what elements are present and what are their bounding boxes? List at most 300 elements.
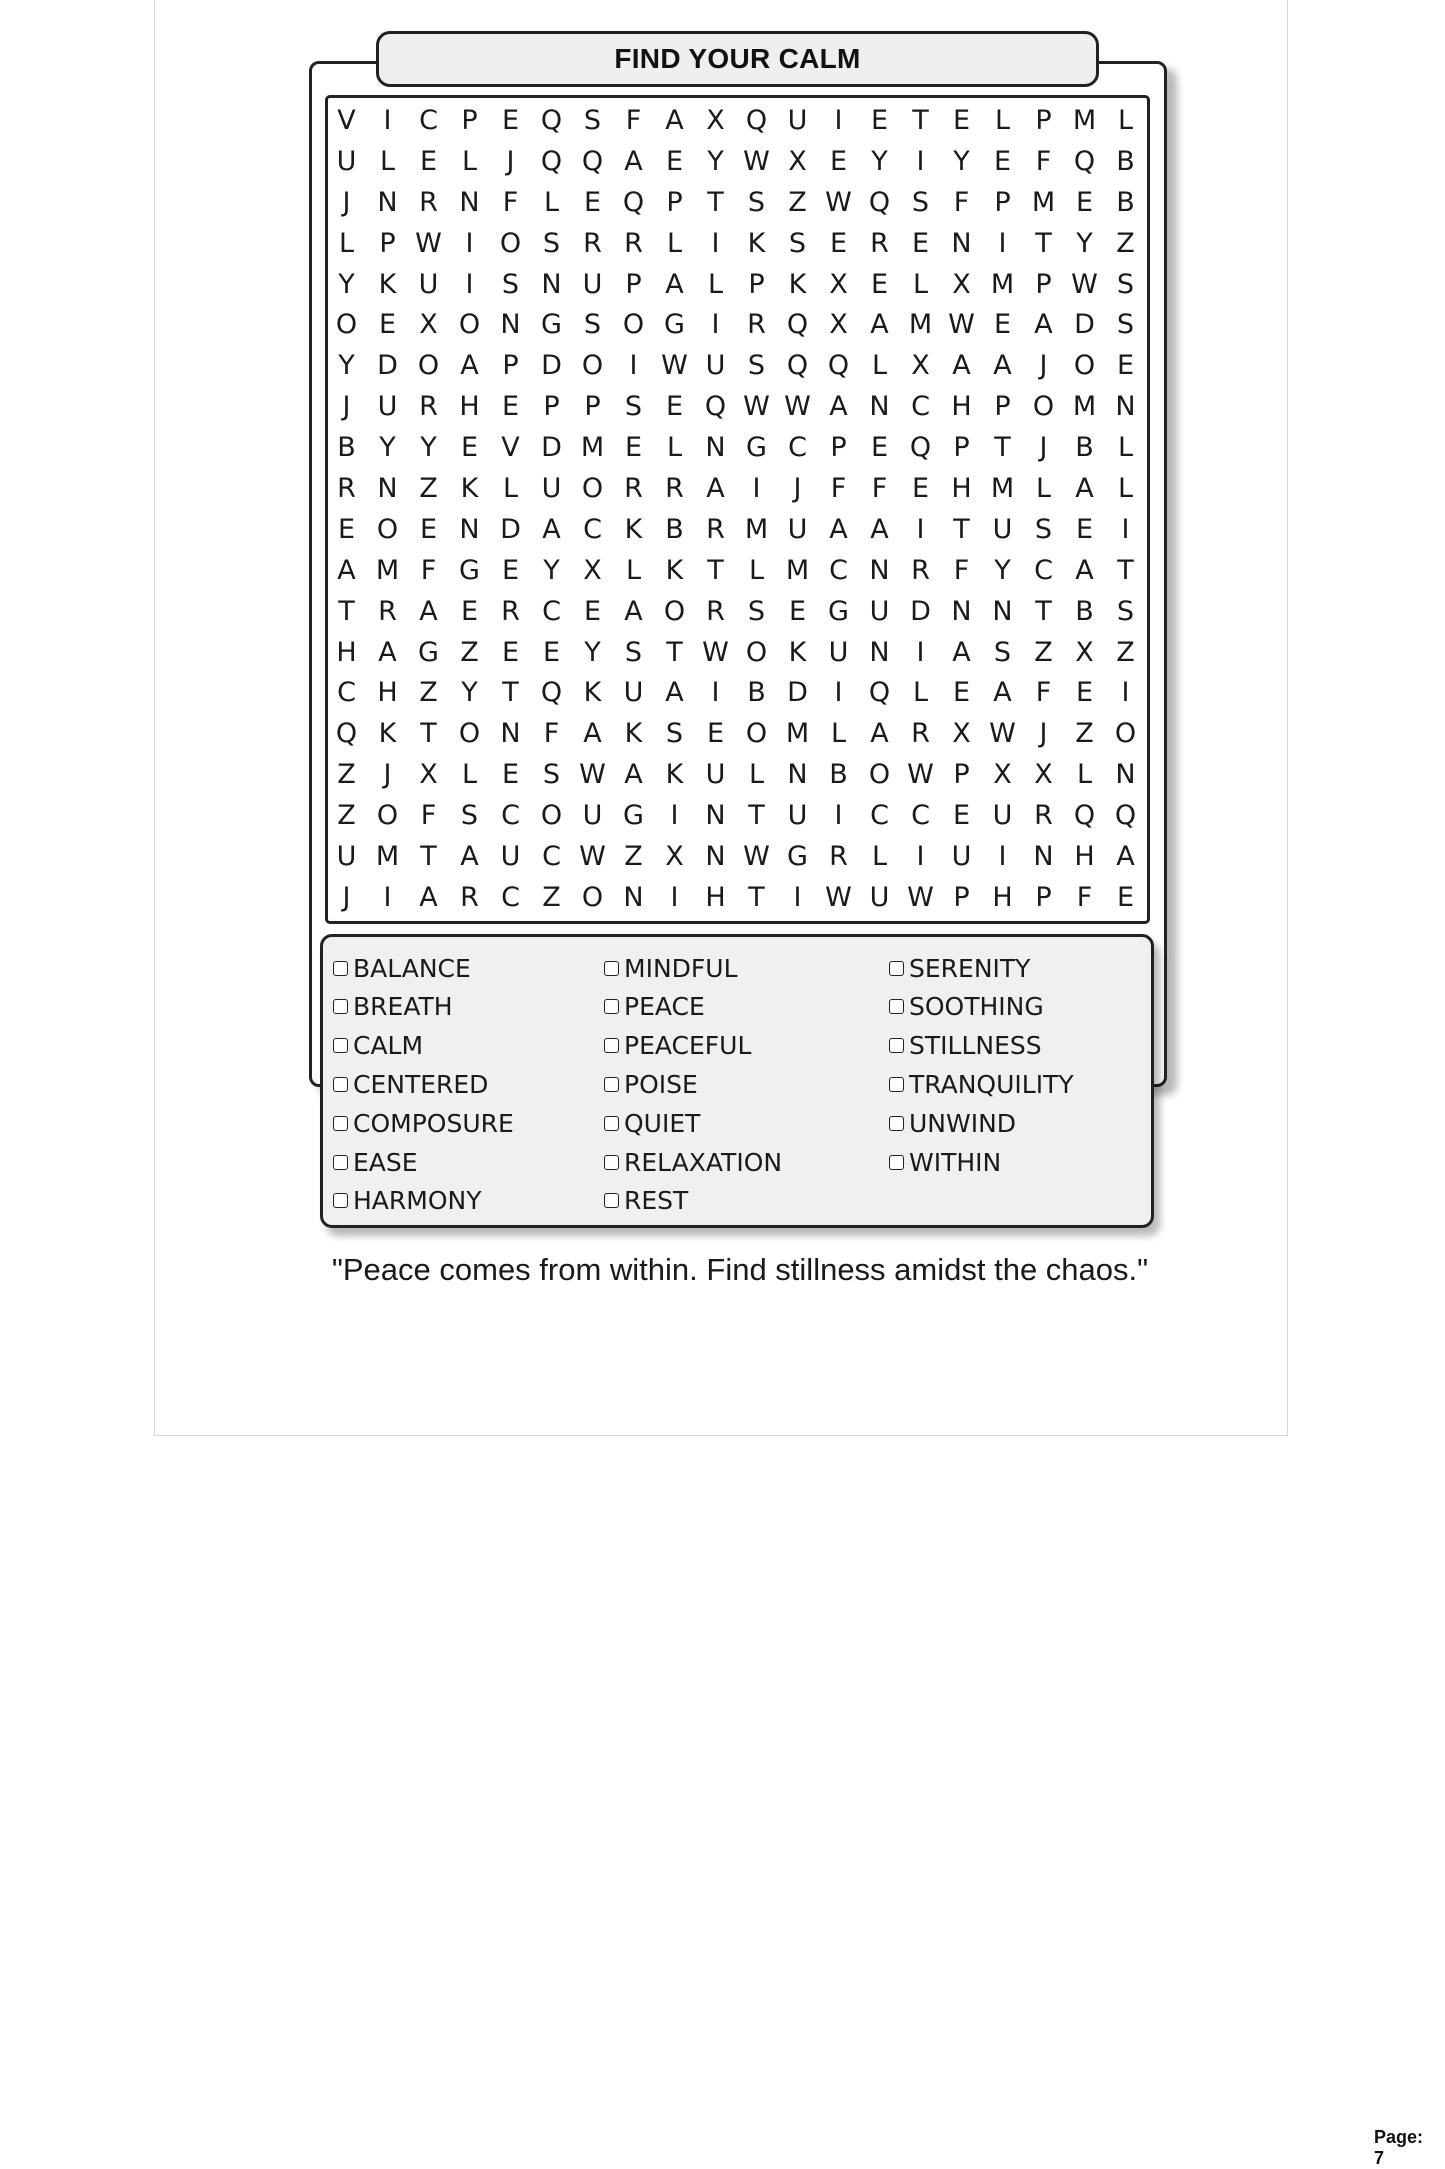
grid-cell[interactable]: K	[624, 513, 643, 545]
grid-cell[interactable]: Q	[868, 186, 891, 218]
grid-cell[interactable]: Y	[338, 350, 355, 382]
grid-cell[interactable]: O	[868, 759, 891, 791]
grid-cell[interactable]: Q	[909, 432, 932, 464]
grid-cell[interactable]: D	[910, 595, 931, 627]
grid-cell[interactable]: Q	[827, 350, 850, 382]
grid-cell[interactable]: L	[666, 227, 683, 259]
grid-cell[interactable]: N	[705, 432, 726, 464]
word-checkbox[interactable]	[333, 1193, 348, 1208]
grid-cell[interactable]: L	[912, 677, 929, 709]
grid-cell[interactable]: B	[1116, 186, 1135, 218]
grid-cell[interactable]: E	[501, 636, 520, 668]
grid-cell[interactable]: W	[907, 881, 934, 913]
grid-cell[interactable]: I	[916, 636, 925, 668]
grid-cell[interactable]: Y	[420, 432, 437, 464]
grid-cell[interactable]: W	[743, 840, 770, 872]
grid-cell[interactable]: E	[870, 104, 889, 136]
grid-cell[interactable]: N	[377, 472, 398, 504]
grid-cell[interactable]: W	[415, 227, 442, 259]
grid-cell[interactable]: C	[542, 595, 561, 627]
grid-cell[interactable]: E	[665, 391, 684, 423]
word-list-item[interactable]	[604, 1183, 688, 1219]
grid-cell[interactable]: Z	[788, 186, 807, 218]
grid-cell[interactable]: R	[337, 472, 356, 504]
grid-cell[interactable]: B	[1116, 145, 1135, 177]
word-checkbox[interactable]	[333, 961, 348, 976]
grid-cell[interactable]: P	[748, 268, 765, 300]
grid-cell[interactable]: X	[706, 104, 725, 136]
grid-cell[interactable]: E	[911, 472, 930, 504]
word-checkbox[interactable]	[333, 999, 348, 1014]
grid-cell[interactable]: I	[1121, 513, 1130, 545]
grid-cell[interactable]: Q	[540, 677, 563, 709]
grid-cell[interactable]: K	[460, 472, 479, 504]
grid-cell[interactable]: A	[624, 759, 643, 791]
grid-cell[interactable]: U	[787, 800, 808, 832]
grid-cell[interactable]: L	[502, 472, 519, 504]
word-list-item[interactable]	[333, 1144, 418, 1180]
grid-cell[interactable]: S	[501, 268, 520, 300]
grid-cell[interactable]: T	[953, 513, 970, 545]
grid-cell[interactable]: L	[666, 432, 683, 464]
grid-cell[interactable]: N	[1033, 840, 1054, 872]
grid-cell[interactable]: E	[665, 145, 684, 177]
grid-cell[interactable]: A	[993, 677, 1012, 709]
grid-cell[interactable]: N	[459, 513, 480, 545]
word-list-item[interactable]	[604, 1105, 700, 1141]
grid-cell[interactable]: F	[1076, 881, 1093, 913]
grid-cell[interactable]: L	[994, 104, 1011, 136]
grid-cell[interactable]: H	[377, 677, 398, 709]
grid-cell[interactable]: C	[501, 881, 520, 913]
grid-cell[interactable]: X	[1034, 759, 1053, 791]
grid-cell[interactable]: H	[336, 636, 357, 668]
grid-cell[interactable]: Q	[1073, 800, 1096, 832]
grid-cell[interactable]: I	[711, 677, 720, 709]
word-checkbox[interactable]	[333, 1038, 348, 1053]
grid-cell[interactable]: T	[420, 718, 437, 750]
grid-cell[interactable]: Z	[419, 472, 438, 504]
grid-cell[interactable]: S	[624, 636, 643, 668]
grid-cell[interactable]: L	[1076, 759, 1093, 791]
grid-cell[interactable]: F	[543, 718, 560, 750]
grid-cell[interactable]: R	[706, 595, 725, 627]
grid-cell[interactable]: N	[869, 636, 890, 668]
grid-cell[interactable]: P	[994, 391, 1011, 423]
grid-cell[interactable]: Q	[622, 186, 645, 218]
grid-cell[interactable]: A	[460, 350, 479, 382]
grid-cell[interactable]: P	[502, 350, 519, 382]
grid-cell[interactable]: J	[342, 391, 351, 423]
grid-cell[interactable]: I	[465, 268, 474, 300]
grid-cell[interactable]: H	[992, 881, 1013, 913]
grid-cell[interactable]: J	[342, 881, 351, 913]
grid-cell[interactable]: E	[1116, 350, 1135, 382]
grid-cell[interactable]: P	[994, 186, 1011, 218]
grid-cell[interactable]: Z	[1075, 718, 1094, 750]
grid-cell[interactable]: H	[459, 391, 480, 423]
grid-cell[interactable]: L	[830, 718, 847, 750]
grid-cell[interactable]: A	[870, 309, 889, 341]
grid-cell[interactable]: Y	[707, 145, 724, 177]
grid-cell[interactable]: I	[916, 145, 925, 177]
grid-cell[interactable]: E	[952, 104, 971, 136]
grid-cell[interactable]: A	[1034, 309, 1053, 341]
grid-cell[interactable]: A	[665, 677, 684, 709]
grid-cell[interactable]: E	[1116, 881, 1135, 913]
grid-cell[interactable]: N	[459, 186, 480, 218]
grid-cell[interactable]: O	[745, 636, 768, 668]
grid-cell[interactable]: F	[830, 472, 847, 504]
grid-cell[interactable]: O	[745, 718, 768, 750]
grid-cell[interactable]: C	[583, 513, 602, 545]
grid-cell[interactable]: N	[500, 309, 521, 341]
grid-cell[interactable]: N	[787, 759, 808, 791]
grid-cell[interactable]: Q	[1114, 800, 1137, 832]
grid-cell[interactable]: T	[666, 636, 683, 668]
grid-cell[interactable]: U	[828, 636, 849, 668]
grid-cell[interactable]: N	[951, 227, 972, 259]
grid-cell[interactable]: W	[743, 145, 770, 177]
grid-cell[interactable]: U	[705, 759, 726, 791]
word-list-item[interactable]	[333, 1066, 488, 1102]
grid-cell[interactable]: C	[788, 432, 807, 464]
grid-cell[interactable]: X	[788, 145, 807, 177]
grid-cell[interactable]: E	[788, 595, 807, 627]
grid-cell[interactable]: S	[665, 718, 684, 750]
grid-cell[interactable]: Y	[543, 554, 560, 586]
grid-cell[interactable]: N	[541, 268, 562, 300]
grid-cell[interactable]: U	[787, 104, 808, 136]
grid-cell[interactable]: B	[829, 759, 848, 791]
grid-cell[interactable]: Q	[786, 309, 809, 341]
grid-cell[interactable]: L	[338, 227, 355, 259]
grid-cell[interactable]: R	[1034, 800, 1053, 832]
grid-cell[interactable]: F	[953, 186, 970, 218]
grid-cell[interactable]: I	[670, 881, 679, 913]
grid-cell[interactable]: R	[419, 391, 438, 423]
grid-cell[interactable]: L	[1117, 432, 1134, 464]
grid-cell[interactable]: N	[869, 554, 890, 586]
grid-cell[interactable]: T	[338, 595, 355, 627]
grid-cell[interactable]: E	[870, 268, 889, 300]
grid-cell[interactable]: G	[828, 595, 849, 627]
grid-cell[interactable]: C	[829, 554, 848, 586]
grid-cell[interactable]: I	[629, 350, 638, 382]
grid-cell[interactable]: T	[1117, 554, 1134, 586]
grid-cell[interactable]: E	[501, 104, 520, 136]
grid-cell[interactable]: Q	[1073, 145, 1096, 177]
grid-cell[interactable]: S	[1116, 309, 1135, 341]
grid-cell[interactable]: P	[543, 391, 560, 423]
grid-cell[interactable]: J	[1039, 718, 1048, 750]
grid-cell[interactable]: O	[540, 800, 563, 832]
word-checkbox[interactable]	[333, 1155, 348, 1170]
grid-cell[interactable]: K	[583, 677, 602, 709]
grid-cell[interactable]: M	[785, 718, 810, 750]
grid-cell[interactable]: A	[829, 391, 848, 423]
grid-cell[interactable]: S	[583, 104, 602, 136]
word-checkbox[interactable]	[333, 1077, 348, 1092]
grid-cell[interactable]: M	[375, 840, 400, 872]
grid-cell[interactable]: O	[622, 309, 645, 341]
grid-cell[interactable]: G	[623, 800, 644, 832]
grid-cell[interactable]: D	[377, 350, 398, 382]
word-list-item[interactable]	[604, 1144, 782, 1180]
grid-cell[interactable]: V	[337, 104, 356, 136]
grid-cell[interactable]: P	[625, 268, 642, 300]
grid-cell[interactable]: W	[702, 636, 729, 668]
grid-cell[interactable]: P	[830, 432, 847, 464]
grid-cell[interactable]: E	[583, 595, 602, 627]
grid-cell[interactable]: U	[869, 595, 890, 627]
grid-cell[interactable]: E	[911, 227, 930, 259]
word-checkbox[interactable]	[604, 961, 619, 976]
grid-cell[interactable]: N	[705, 800, 726, 832]
grid-cell[interactable]: A	[952, 636, 971, 668]
grid-cell[interactable]: L	[379, 145, 396, 177]
grid-cell[interactable]: A	[665, 268, 684, 300]
grid-cell[interactable]: S	[747, 595, 766, 627]
grid-cell[interactable]: B	[1075, 432, 1094, 464]
grid-cell[interactable]: F	[871, 472, 888, 504]
grid-cell[interactable]: T	[1035, 227, 1052, 259]
grid-cell[interactable]: O	[458, 309, 481, 341]
grid-cell[interactable]: E	[460, 432, 479, 464]
word-checkbox[interactable]	[604, 1038, 619, 1053]
grid-cell[interactable]: I	[383, 104, 392, 136]
grid-cell[interactable]: W	[661, 350, 688, 382]
grid-cell[interactable]: Z	[460, 636, 479, 668]
grid-cell[interactable]: U	[582, 800, 603, 832]
grid-cell[interactable]: Z	[337, 800, 356, 832]
grid-cell[interactable]: S	[747, 350, 766, 382]
grid-cell[interactable]: U	[951, 840, 972, 872]
grid-cell[interactable]: T	[748, 800, 765, 832]
grid-cell[interactable]: Y	[461, 677, 478, 709]
grid-cell[interactable]: A	[993, 350, 1012, 382]
grid-cell[interactable]: S	[542, 759, 561, 791]
grid-cell[interactable]: C	[911, 800, 930, 832]
grid-cell[interactable]: O	[417, 350, 440, 382]
grid-cell[interactable]: O	[1032, 391, 1055, 423]
grid-cell[interactable]: S	[911, 186, 930, 218]
grid-cell[interactable]: X	[952, 268, 971, 300]
grid-cell[interactable]: V	[501, 432, 520, 464]
grid-cell[interactable]: P	[1035, 881, 1052, 913]
grid-cell[interactable]: L	[543, 186, 560, 218]
grid-cell[interactable]: O	[581, 881, 604, 913]
grid-cell[interactable]: W	[989, 718, 1016, 750]
grid-cell[interactable]: U	[336, 145, 357, 177]
grid-cell[interactable]: T	[420, 840, 437, 872]
grid-cell[interactable]: F	[420, 554, 437, 586]
grid-cell[interactable]: E	[1075, 677, 1094, 709]
grid-cell[interactable]: Z	[624, 840, 643, 872]
grid-cell[interactable]: E	[624, 432, 643, 464]
grid-cell[interactable]: M	[580, 432, 605, 464]
grid-cell[interactable]: E	[460, 595, 479, 627]
grid-cell[interactable]: E	[542, 636, 561, 668]
grid-cell[interactable]: L	[707, 268, 724, 300]
grid-cell[interactable]: G	[664, 309, 685, 341]
grid-cell[interactable]: L	[1035, 472, 1052, 504]
grid-cell[interactable]: P	[379, 227, 396, 259]
grid-cell[interactable]: C	[542, 840, 561, 872]
grid-cell[interactable]: X	[419, 759, 438, 791]
word-checkbox[interactable]	[889, 1116, 904, 1131]
grid-cell[interactable]: Q	[745, 104, 768, 136]
word-list-item[interactable]	[333, 989, 453, 1025]
grid-cell[interactable]: Z	[1116, 227, 1135, 259]
grid-cell[interactable]: N	[869, 391, 890, 423]
grid-cell[interactable]: X	[583, 554, 602, 586]
grid-cell[interactable]: N	[1115, 391, 1136, 423]
word-list-item[interactable]	[604, 1028, 751, 1064]
grid-cell[interactable]: W	[784, 391, 811, 423]
grid-cell[interactable]: A	[870, 513, 889, 545]
grid-cell[interactable]: R	[911, 718, 930, 750]
word-list-item[interactable]	[333, 1105, 514, 1141]
grid-cell[interactable]: T	[502, 677, 519, 709]
grid-cell[interactable]: U	[377, 391, 398, 423]
grid-cell[interactable]: E	[952, 800, 971, 832]
grid-cell[interactable]: A	[378, 636, 397, 668]
grid-cell[interactable]: A	[337, 554, 356, 586]
grid-cell[interactable]: E	[706, 718, 725, 750]
grid-cell[interactable]: T	[707, 554, 724, 586]
grid-cell[interactable]: X	[993, 759, 1012, 791]
grid-cell[interactable]: A	[706, 472, 725, 504]
grid-cell[interactable]: Y	[584, 636, 601, 668]
grid-cell[interactable]: T	[994, 432, 1011, 464]
grid-cell[interactable]: U	[582, 268, 603, 300]
grid-cell[interactable]: S	[624, 391, 643, 423]
grid-cell[interactable]: U	[623, 677, 644, 709]
grid-cell[interactable]: W	[579, 840, 606, 872]
grid-cell[interactable]: O	[458, 718, 481, 750]
grid-cell[interactable]: F	[1035, 145, 1052, 177]
grid-cell[interactable]: A	[829, 513, 848, 545]
grid-cell[interactable]: J	[793, 472, 802, 504]
grid-cell[interactable]: D	[787, 677, 808, 709]
grid-cell[interactable]: R	[747, 309, 766, 341]
grid-cell[interactable]: A	[460, 840, 479, 872]
grid-cell[interactable]: N	[992, 595, 1013, 627]
grid-cell[interactable]: I	[752, 472, 761, 504]
grid-cell[interactable]: U	[705, 350, 726, 382]
grid-cell[interactable]: G	[541, 309, 562, 341]
word-list-item[interactable]	[604, 989, 705, 1025]
grid-cell[interactable]: R	[911, 554, 930, 586]
grid-cell[interactable]: B	[337, 432, 356, 464]
grid-cell[interactable]: U	[992, 513, 1013, 545]
grid-cell[interactable]: I	[916, 840, 925, 872]
grid-cell[interactable]: J	[342, 186, 351, 218]
word-checkbox[interactable]	[604, 1193, 619, 1208]
grid-cell[interactable]: E	[501, 554, 520, 586]
grid-cell[interactable]: W	[743, 391, 770, 423]
grid-cell[interactable]: E	[337, 513, 356, 545]
grid-cell[interactable]: K	[665, 554, 684, 586]
grid-cell[interactable]: O	[663, 595, 686, 627]
word-list-item[interactable]	[604, 950, 738, 986]
grid-cell[interactable]: X	[911, 350, 930, 382]
grid-cell[interactable]: A	[870, 718, 889, 750]
grid-cell[interactable]: N	[1115, 759, 1136, 791]
grid-cell[interactable]: P	[461, 104, 478, 136]
grid-cell[interactable]: Q	[540, 145, 563, 177]
grid-cell[interactable]: B	[665, 513, 684, 545]
grid-cell[interactable]: Q	[540, 104, 563, 136]
word-checkbox[interactable]	[889, 999, 904, 1014]
grid-cell[interactable]: E	[1075, 513, 1094, 545]
grid-cell[interactable]: X	[1075, 636, 1094, 668]
grid-cell[interactable]: W	[825, 881, 852, 913]
grid-cell[interactable]: C	[337, 677, 356, 709]
grid-cell[interactable]: K	[788, 636, 807, 668]
word-list-item[interactable]	[604, 1066, 698, 1102]
grid-cell[interactable]: P	[953, 759, 970, 791]
word-checkbox[interactable]	[889, 1038, 904, 1053]
word-checkbox[interactable]	[604, 1077, 619, 1092]
grid-cell[interactable]: T	[1035, 595, 1052, 627]
grid-cell[interactable]: F	[1035, 677, 1052, 709]
grid-cell[interactable]: I	[465, 227, 474, 259]
grid-cell[interactable]: I	[711, 227, 720, 259]
grid-cell[interactable]: W	[825, 186, 852, 218]
grid-cell[interactable]: R	[378, 595, 397, 627]
grid-cell[interactable]: I	[711, 309, 720, 341]
grid-cell[interactable]: D	[541, 432, 562, 464]
grid-cell[interactable]: R	[583, 227, 602, 259]
grid-cell[interactable]: F	[502, 186, 519, 218]
grid-cell[interactable]: I	[998, 227, 1007, 259]
grid-cell[interactable]: F	[953, 554, 970, 586]
grid-cell[interactable]: G	[459, 554, 480, 586]
grid-cell[interactable]: Y	[871, 145, 888, 177]
grid-cell[interactable]: I	[1121, 677, 1130, 709]
grid-cell[interactable]: A	[419, 881, 438, 913]
grid-cell[interactable]: E	[583, 186, 602, 218]
grid-cell[interactable]: K	[378, 268, 397, 300]
grid-cell[interactable]: E	[1075, 186, 1094, 218]
grid-cell[interactable]: M	[908, 309, 933, 341]
grid-cell[interactable]: P	[953, 881, 970, 913]
grid-cell[interactable]: W	[1071, 268, 1098, 300]
grid-cell[interactable]: A	[665, 104, 684, 136]
grid-cell[interactable]: E	[419, 513, 438, 545]
word-checkbox[interactable]	[604, 999, 619, 1014]
grid-cell[interactable]: M	[785, 554, 810, 586]
grid-cell[interactable]: J	[506, 145, 515, 177]
grid-cell[interactable]: Q	[868, 677, 891, 709]
grid-cell[interactable]: M	[1072, 104, 1097, 136]
grid-cell[interactable]: X	[665, 840, 684, 872]
word-list-item[interactable]	[889, 1066, 1074, 1102]
grid-cell[interactable]: J	[1039, 350, 1048, 382]
grid-cell[interactable]: O	[335, 309, 358, 341]
word-list-item[interactable]	[889, 950, 1030, 986]
grid-cell[interactable]: M	[744, 513, 769, 545]
grid-cell[interactable]: I	[834, 677, 843, 709]
grid-cell[interactable]: A	[419, 595, 438, 627]
grid-cell[interactable]: C	[911, 391, 930, 423]
word-checkbox[interactable]	[604, 1155, 619, 1170]
grid-cell[interactable]: I	[793, 881, 802, 913]
grid-cell[interactable]: Y	[379, 432, 396, 464]
grid-cell[interactable]: A	[1116, 840, 1135, 872]
